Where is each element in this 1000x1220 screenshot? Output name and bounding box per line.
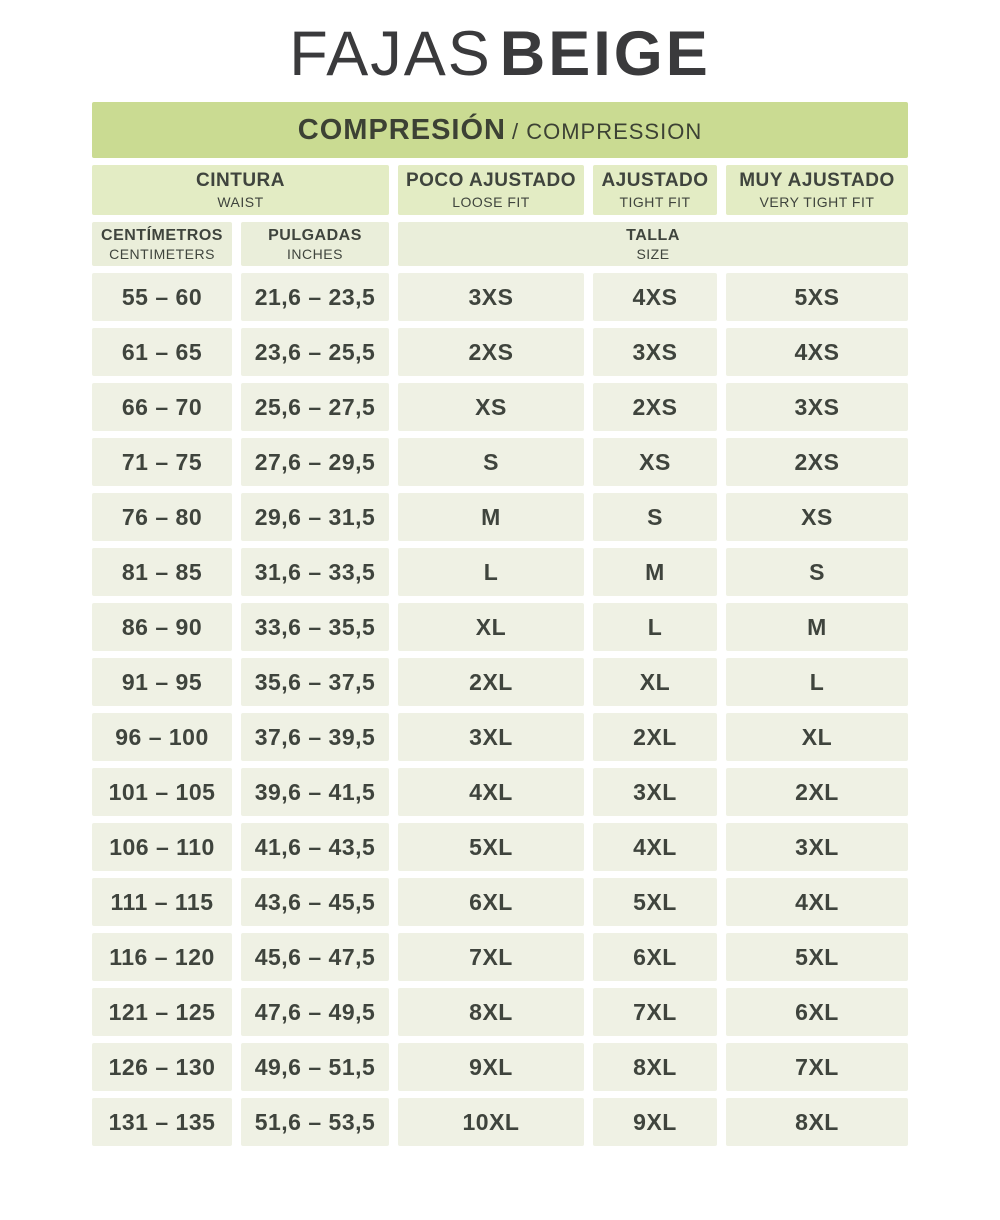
loose-fit-size-cell: 10XL <box>398 1098 584 1146</box>
very-tight-fit-size-cell: 4XS <box>726 328 908 376</box>
unit-header-row <box>92 222 908 266</box>
cm-range-cell: 86 – 90 <box>92 603 232 651</box>
inches-range-cell: 43,6 – 45,5 <box>241 878 389 926</box>
table-row <box>92 1043 908 1091</box>
loose-fit-size-cell: 9XL <box>398 1043 584 1091</box>
tight-fit-size-cell: 6XL <box>593 933 717 981</box>
tight-fit-size-cell: 8XL <box>593 1043 717 1091</box>
tight-fit-size-cell: S <box>593 493 717 541</box>
table-row <box>92 878 908 926</box>
loose-fit-size-cell: 5XL <box>398 823 584 871</box>
col-header-tight-fit <box>593 165 717 215</box>
inches-range-cell: 23,6 – 25,5 <box>241 328 389 376</box>
table-row <box>92 383 908 431</box>
inches-range-cell: 47,6 – 49,5 <box>241 988 389 1036</box>
table-row <box>92 658 908 706</box>
table-row <box>92 603 908 651</box>
very-tight-fit-size-cell: M <box>726 603 908 651</box>
tight-fit-size-cell: XS <box>593 438 717 486</box>
cm-range-cell: 81 – 85 <box>92 548 232 596</box>
tight-fit-size-cell: 4XS <box>593 273 717 321</box>
table-row <box>92 1098 908 1146</box>
very-tight-fit-size-cell: 3XL <box>726 823 908 871</box>
cm-range-cell: 55 – 60 <box>92 273 232 321</box>
col-header-centimeters-es: CENTÍMETROS <box>101 226 223 244</box>
inches-range-cell: 21,6 – 23,5 <box>241 273 389 321</box>
cm-range-cell: 121 – 125 <box>92 988 232 1036</box>
table-row <box>92 328 908 376</box>
col-header-inches-en: INCHES <box>287 245 343 262</box>
table-row <box>92 768 908 816</box>
col-header-waist-en: WAIST <box>217 194 264 211</box>
tight-fit-size-cell: 4XL <box>593 823 717 871</box>
col-header-loose-fit <box>398 165 584 215</box>
tight-fit-size-cell: 3XL <box>593 768 717 816</box>
compression-title-en: / COMPRESSION <box>511 118 703 144</box>
col-header-loose-fit-en: LOOSE FIT <box>452 194 530 211</box>
tight-fit-size-cell: 3XS <box>593 328 717 376</box>
brand-name-light: FAJAS <box>289 19 492 89</box>
loose-fit-size-cell: M <box>398 493 584 541</box>
inches-range-cell: 27,6 – 29,5 <box>241 438 389 486</box>
inches-range-cell: 41,6 – 43,5 <box>241 823 389 871</box>
very-tight-fit-size-cell: L <box>726 658 908 706</box>
col-header-tight-fit-en: TIGHT FIT <box>619 194 691 211</box>
very-tight-fit-size-cell: S <box>726 548 908 596</box>
loose-fit-size-cell: 4XL <box>398 768 584 816</box>
loose-fit-size-cell: XL <box>398 603 584 651</box>
cm-range-cell: 116 – 120 <box>92 933 232 981</box>
cm-range-cell: 131 – 135 <box>92 1098 232 1146</box>
inches-range-cell: 25,6 – 27,5 <box>241 383 389 431</box>
inches-range-cell: 45,6 – 47,5 <box>241 933 389 981</box>
col-header-very-tight-fit-en: VERY TIGHT FIT <box>759 194 875 211</box>
loose-fit-size-cell: 2XL <box>398 658 584 706</box>
cm-range-cell: 126 – 130 <box>92 1043 232 1091</box>
col-header-centimeters-en: CENTIMETERS <box>109 245 215 262</box>
loose-fit-size-cell: XS <box>398 383 584 431</box>
very-tight-fit-size-cell: 2XS <box>726 438 908 486</box>
col-header-very-tight-fit-es: MUY AJUSTADO <box>739 170 895 192</box>
very-tight-fit-size-cell: 5XS <box>726 273 908 321</box>
table-row <box>92 713 908 761</box>
loose-fit-size-cell: 3XS <box>398 273 584 321</box>
loose-fit-size-cell: L <box>398 548 584 596</box>
loose-fit-size-cell: 6XL <box>398 878 584 926</box>
tight-fit-size-cell: 2XS <box>593 383 717 431</box>
very-tight-fit-size-cell: 7XL <box>726 1043 908 1091</box>
table-row <box>92 493 908 541</box>
inches-range-cell: 51,6 – 53,5 <box>241 1098 389 1146</box>
tight-fit-size-cell: 5XL <box>593 878 717 926</box>
tight-fit-size-cell: M <box>593 548 717 596</box>
very-tight-fit-size-cell: 5XL <box>726 933 908 981</box>
compression-band-row <box>92 102 908 158</box>
inches-range-cell: 39,6 – 41,5 <box>241 768 389 816</box>
size-table-body <box>92 273 908 1146</box>
col-header-inches-es: PULGADAS <box>268 226 362 244</box>
cm-range-cell: 101 – 105 <box>92 768 232 816</box>
very-tight-fit-size-cell: 3XS <box>726 383 908 431</box>
very-tight-fit-size-cell: XS <box>726 493 908 541</box>
table-row <box>92 438 908 486</box>
cm-range-cell: 66 – 70 <box>92 383 232 431</box>
col-header-waist <box>92 165 389 215</box>
cm-range-cell: 96 – 100 <box>92 713 232 761</box>
brand-name-bold: BEIGE <box>499 19 711 89</box>
col-header-size-en: SIZE <box>636 245 670 262</box>
inches-range-cell: 31,6 – 33,5 <box>241 548 389 596</box>
inches-range-cell: 29,6 – 31,5 <box>241 493 389 541</box>
tight-fit-size-cell: 9XL <box>593 1098 717 1146</box>
cm-range-cell: 91 – 95 <box>92 658 232 706</box>
fit-header-row <box>92 165 908 215</box>
col-header-tight-fit-es: AJUSTADO <box>601 170 709 192</box>
tight-fit-size-cell: 2XL <box>593 713 717 761</box>
loose-fit-size-cell: 7XL <box>398 933 584 981</box>
very-tight-fit-size-cell: XL <box>726 713 908 761</box>
table-row <box>92 988 908 1036</box>
size-chart-table <box>83 95 917 1153</box>
loose-fit-size-cell: 8XL <box>398 988 584 1036</box>
inches-range-cell: 37,6 – 39,5 <box>241 713 389 761</box>
cm-range-cell: 61 – 65 <box>92 328 232 376</box>
compression-band <box>92 102 908 158</box>
inches-range-cell: 33,6 – 35,5 <box>241 603 389 651</box>
cm-range-cell: 71 – 75 <box>92 438 232 486</box>
loose-fit-size-cell: 2XS <box>398 328 584 376</box>
page-title <box>0 20 1000 89</box>
col-header-waist-es: CINTURA <box>196 170 285 192</box>
col-header-inches <box>241 222 389 266</box>
cm-range-cell: 106 – 110 <box>92 823 232 871</box>
col-header-size <box>398 222 908 266</box>
very-tight-fit-size-cell: 6XL <box>726 988 908 1036</box>
cm-range-cell: 76 – 80 <box>92 493 232 541</box>
col-header-loose-fit-es: POCO AJUSTADO <box>405 170 577 192</box>
col-header-very-tight-fit <box>726 165 908 215</box>
table-row <box>92 548 908 596</box>
tight-fit-size-cell: XL <box>593 658 717 706</box>
very-tight-fit-size-cell: 4XL <box>726 878 908 926</box>
cm-range-cell: 111 – 115 <box>92 878 232 926</box>
table-row <box>92 933 908 981</box>
inches-range-cell: 49,6 – 51,5 <box>241 1043 389 1091</box>
table-row <box>92 273 908 321</box>
tight-fit-size-cell: 7XL <box>593 988 717 1036</box>
inches-range-cell: 35,6 – 37,5 <box>241 658 389 706</box>
table-row <box>92 823 908 871</box>
very-tight-fit-size-cell: 2XL <box>726 768 908 816</box>
tight-fit-size-cell: L <box>593 603 717 651</box>
loose-fit-size-cell: 3XL <box>398 713 584 761</box>
very-tight-fit-size-cell: 8XL <box>726 1098 908 1146</box>
col-header-centimeters <box>92 222 232 266</box>
compression-title-es: COMPRESIÓN <box>297 113 506 146</box>
col-header-size-es: TALLA <box>626 226 680 244</box>
loose-fit-size-cell: S <box>398 438 584 486</box>
